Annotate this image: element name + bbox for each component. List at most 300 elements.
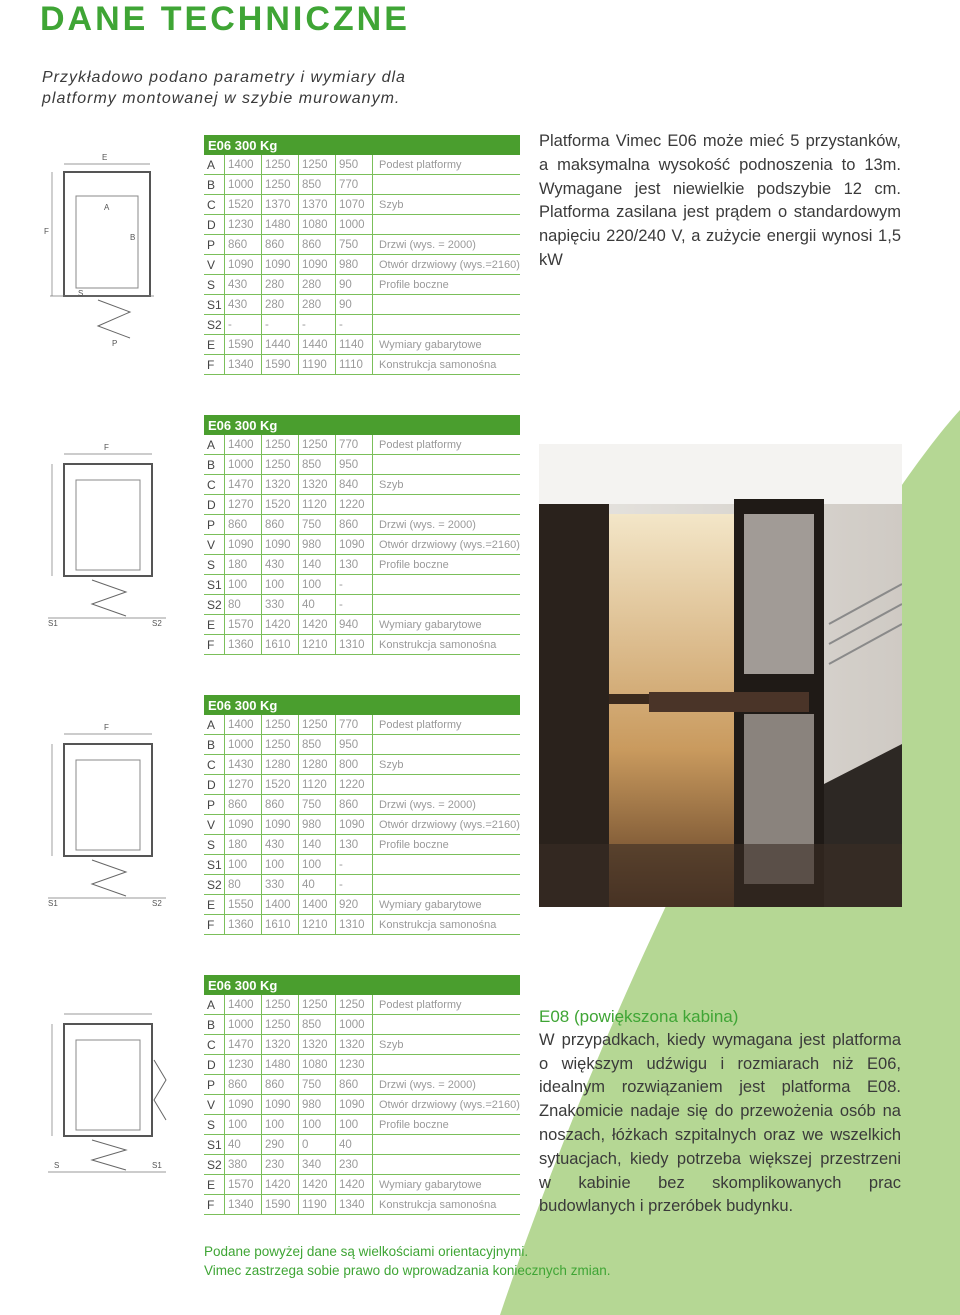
row-value: 100 xyxy=(225,1115,262,1135)
row-value: 1080 xyxy=(299,1055,336,1075)
row-key: S xyxy=(204,275,225,295)
row-description: Wymiary gabarytowe xyxy=(373,615,520,635)
row-value: 1610 xyxy=(262,635,299,655)
row-key: C xyxy=(204,195,225,215)
row-value: 1400 xyxy=(225,155,262,175)
row-value: 860 xyxy=(225,795,262,815)
table-row xyxy=(204,995,520,1015)
row-value: - xyxy=(336,575,373,595)
table-row xyxy=(204,335,520,355)
row-key: S1 xyxy=(204,1135,225,1155)
row-key: B xyxy=(204,1015,225,1035)
row-value: 1280 xyxy=(299,755,336,775)
row-value: 290 xyxy=(262,1135,299,1155)
table-row xyxy=(204,715,520,735)
row-description: Profile boczne xyxy=(373,1115,520,1135)
spec-table-4 xyxy=(204,975,520,1215)
row-value: 1420 xyxy=(262,1175,299,1195)
table-row xyxy=(204,1015,520,1035)
table-row xyxy=(204,475,520,495)
row-value: 1110 xyxy=(336,355,373,375)
row-value: 90 xyxy=(336,295,373,315)
row-key: E xyxy=(204,335,225,355)
row-value: 280 xyxy=(299,275,336,295)
row-value: 1340 xyxy=(225,355,262,375)
row-description: Otwór drzwiowy (wys.=2160) xyxy=(373,255,520,275)
row-value: 1270 xyxy=(225,495,262,515)
row-value: 100 xyxy=(262,575,299,595)
row-value: 1310 xyxy=(336,915,373,935)
row-value: 1370 xyxy=(262,195,299,215)
row-key: P xyxy=(204,235,225,255)
e08-text: W przypadkach, kiedy wymagana jest platforma o większym udźwigu i rozmiarach niż E06, idealnym rozwiązaniem jest platforma E08. Znakomicie nadaje się do przewożenia osób na noszach, łóżkach szpitalnych oraz we wszelkich sytuacjach, kiedy potrzeba większej przestrzeni w kabinie bez skomplikowanych prac budowlanych i przeróbek budynku. xyxy=(539,1030,901,1216)
row-value: - xyxy=(336,595,373,615)
row-value: 770 xyxy=(336,435,373,455)
table-row xyxy=(204,595,520,615)
row-value: 850 xyxy=(299,455,336,475)
platform-photo xyxy=(539,444,902,907)
row-description: Drzwi (wys. = 2000) xyxy=(373,515,520,535)
spec-table-body xyxy=(204,975,520,1215)
row-key: C xyxy=(204,755,225,775)
row-description: Podest platformy xyxy=(373,435,520,455)
table-row xyxy=(204,495,520,515)
row-value: 1210 xyxy=(299,635,336,655)
row-value: 80 xyxy=(225,875,262,895)
row-description xyxy=(373,595,520,615)
row-description: Szyb xyxy=(373,755,520,775)
table-header-row xyxy=(204,695,520,715)
row-key: F xyxy=(204,635,225,655)
row-value: - xyxy=(225,315,262,335)
spec-table-3 xyxy=(204,695,520,935)
row-value: - xyxy=(336,875,373,895)
row-key: F xyxy=(204,915,225,935)
row-value: 1090 xyxy=(336,535,373,555)
table-row xyxy=(204,855,520,875)
row-key: V xyxy=(204,255,225,275)
diagram-label: P xyxy=(112,339,118,348)
row-description: Szyb xyxy=(373,1035,520,1055)
row-value: 1520 xyxy=(262,495,299,515)
row-key: V xyxy=(204,535,225,555)
table-row xyxy=(204,915,520,935)
row-value: 1400 xyxy=(225,995,262,1015)
row-value: 100 xyxy=(299,1115,336,1135)
row-key: B xyxy=(204,175,225,195)
row-value: 1400 xyxy=(262,895,299,915)
row-key: E xyxy=(204,895,225,915)
row-value: 980 xyxy=(299,815,336,835)
row-value: 1340 xyxy=(336,1195,373,1215)
diagram-label: S1 xyxy=(48,619,58,628)
row-value: 1230 xyxy=(336,1055,373,1075)
row-value: 180 xyxy=(225,835,262,855)
row-value: 280 xyxy=(262,295,299,315)
table-header-row xyxy=(204,415,520,435)
row-value: 430 xyxy=(262,835,299,855)
row-value: 130 xyxy=(336,835,373,855)
diagram-label: A xyxy=(104,203,110,212)
row-value: 1400 xyxy=(225,435,262,455)
row-description: Konstrukcja samonośna xyxy=(373,915,520,935)
row-description: Wymiary gabarytowe xyxy=(373,1175,520,1195)
row-value: 1250 xyxy=(262,1015,299,1035)
table-header: E06 300 Kg xyxy=(204,695,520,715)
row-value: 860 xyxy=(225,1075,262,1095)
row-value: 1210 xyxy=(299,915,336,935)
row-value: - xyxy=(299,315,336,335)
row-value: 430 xyxy=(262,555,299,575)
row-value: 1320 xyxy=(336,1035,373,1055)
shaft-diagram-3 xyxy=(42,720,172,910)
row-value: 840 xyxy=(336,475,373,495)
row-value: 100 xyxy=(262,1115,299,1135)
row-value: 980 xyxy=(336,255,373,275)
page-title: DANE TECHNICZNE xyxy=(40,0,410,38)
table-row xyxy=(204,1035,520,1055)
row-key: F xyxy=(204,1195,225,1215)
table-row xyxy=(204,155,520,175)
row-value: 860 xyxy=(262,1075,299,1095)
row-key: A xyxy=(204,715,225,735)
row-key: A xyxy=(204,995,225,1015)
table-row xyxy=(204,875,520,895)
row-value: 770 xyxy=(336,175,373,195)
diagram-label: S2 xyxy=(152,899,162,908)
row-value: 100 xyxy=(299,855,336,875)
row-value: 1090 xyxy=(336,815,373,835)
table-row xyxy=(204,1155,520,1175)
row-key: E xyxy=(204,615,225,635)
row-value: 1440 xyxy=(262,335,299,355)
row-value: 230 xyxy=(336,1155,373,1175)
row-key: D xyxy=(204,495,225,515)
row-value: 1520 xyxy=(225,195,262,215)
table-header-row xyxy=(204,975,520,995)
row-value: 100 xyxy=(262,855,299,875)
row-value: 380 xyxy=(225,1155,262,1175)
row-value: 1320 xyxy=(262,1035,299,1055)
row-value: 1610 xyxy=(262,915,299,935)
table-row xyxy=(204,1115,520,1135)
row-value: 1090 xyxy=(262,1095,299,1115)
spec-table-1 xyxy=(204,135,520,375)
diagram-label: F xyxy=(104,443,109,452)
table-row xyxy=(204,195,520,215)
row-key: B xyxy=(204,455,225,475)
row-value: 1090 xyxy=(262,535,299,555)
shaft-diagram-1 xyxy=(42,150,162,350)
description-bottom xyxy=(539,1005,901,1219)
row-value: 1320 xyxy=(262,475,299,495)
table-row xyxy=(204,275,520,295)
row-description: Wymiary gabarytowe xyxy=(373,335,520,355)
row-value: 1250 xyxy=(336,995,373,1015)
table-row xyxy=(204,535,520,555)
row-value: 1000 xyxy=(336,215,373,235)
row-key: A xyxy=(204,155,225,175)
row-value: 90 xyxy=(336,275,373,295)
row-description: Podest platformy xyxy=(373,155,520,175)
row-value: 920 xyxy=(336,895,373,915)
row-value: 860 xyxy=(225,235,262,255)
table-row xyxy=(204,835,520,855)
row-value: 1440 xyxy=(299,335,336,355)
row-value: 430 xyxy=(225,295,262,315)
row-value: 860 xyxy=(262,515,299,535)
row-description xyxy=(373,735,520,755)
row-key: S xyxy=(204,555,225,575)
row-description: Otwór drzwiowy (wys.=2160) xyxy=(373,535,520,555)
diagram-label: F xyxy=(104,723,109,732)
row-value: 1520 xyxy=(262,775,299,795)
row-value: 1090 xyxy=(225,1095,262,1115)
footer-line-1: Podane powyżej dane są wielkościami orientacyjnymi. xyxy=(204,1244,529,1259)
row-value: 980 xyxy=(299,535,336,555)
row-key: S2 xyxy=(204,315,225,335)
row-description xyxy=(373,1055,520,1075)
table-row xyxy=(204,775,520,795)
row-value: 1370 xyxy=(299,195,336,215)
row-value: 1570 xyxy=(225,615,262,635)
row-value: 1340 xyxy=(225,1195,262,1215)
table-row xyxy=(204,575,520,595)
row-value: 340 xyxy=(299,1155,336,1175)
table-row xyxy=(204,435,520,455)
row-value: 1320 xyxy=(299,1035,336,1055)
row-value: 1250 xyxy=(299,155,336,175)
row-value: 1120 xyxy=(299,775,336,795)
row-value: 1000 xyxy=(225,735,262,755)
row-key: F xyxy=(204,355,225,375)
table-row xyxy=(204,235,520,255)
row-value: 100 xyxy=(225,575,262,595)
row-value: 1000 xyxy=(336,1015,373,1035)
row-value: 1230 xyxy=(225,215,262,235)
row-value: 430 xyxy=(225,275,262,295)
shaft-diagram-2 xyxy=(42,440,172,630)
row-value: 1220 xyxy=(336,775,373,795)
row-value: 1480 xyxy=(262,1055,299,1075)
row-description: Otwór drzwiowy (wys.=2160) xyxy=(373,815,520,835)
row-value: 1090 xyxy=(225,255,262,275)
row-value: 130 xyxy=(336,555,373,575)
row-value: 1250 xyxy=(299,995,336,1015)
row-value: 40 xyxy=(336,1135,373,1155)
row-value: 860 xyxy=(336,515,373,535)
table-row xyxy=(204,1055,520,1075)
row-value: 1250 xyxy=(299,435,336,455)
row-key: V xyxy=(204,815,225,835)
row-value: 1420 xyxy=(262,615,299,635)
row-value: 140 xyxy=(299,555,336,575)
row-value: 1250 xyxy=(262,455,299,475)
table-header-row xyxy=(204,135,520,155)
row-value: 860 xyxy=(336,1075,373,1095)
row-description xyxy=(373,315,520,335)
row-value: 750 xyxy=(299,515,336,535)
row-value: 80 xyxy=(225,595,262,615)
table-row xyxy=(204,315,520,335)
row-description xyxy=(373,215,520,235)
row-description xyxy=(373,1155,520,1175)
row-description: Podest platformy xyxy=(373,715,520,735)
row-description xyxy=(373,495,520,515)
row-value: 1360 xyxy=(225,915,262,935)
table-header: E06 300 Kg xyxy=(204,975,520,995)
row-description: Profile boczne xyxy=(373,835,520,855)
row-value: 1360 xyxy=(225,635,262,655)
row-value: 1090 xyxy=(262,255,299,275)
row-value: 1250 xyxy=(262,175,299,195)
row-key: S2 xyxy=(204,1155,225,1175)
row-key: S1 xyxy=(204,855,225,875)
row-description xyxy=(373,455,520,475)
row-value: 1280 xyxy=(262,755,299,775)
row-value: 1310 xyxy=(336,635,373,655)
spec-table-body xyxy=(204,415,520,655)
row-value: 850 xyxy=(299,1015,336,1035)
spec-table-2 xyxy=(204,415,520,655)
row-value: 1420 xyxy=(336,1175,373,1195)
row-description: Konstrukcja samonośna xyxy=(373,355,520,375)
spec-table-body xyxy=(204,135,520,375)
row-description xyxy=(373,855,520,875)
row-value: 1590 xyxy=(262,1195,299,1215)
row-value: 1090 xyxy=(299,255,336,275)
row-value: 1420 xyxy=(299,615,336,635)
diagram-label: S2 xyxy=(152,619,162,628)
row-value: 1400 xyxy=(299,895,336,915)
row-value: 40 xyxy=(299,875,336,895)
diagram-label: F xyxy=(44,227,49,236)
row-key: B xyxy=(204,735,225,755)
row-value: 1230 xyxy=(225,1055,262,1075)
table-row xyxy=(204,255,520,275)
row-value: 1250 xyxy=(262,435,299,455)
table-row xyxy=(204,455,520,475)
row-value: 1220 xyxy=(336,495,373,515)
row-description: Drzwi (wys. = 2000) xyxy=(373,1075,520,1095)
row-value: 330 xyxy=(262,595,299,615)
row-value: 1120 xyxy=(299,495,336,515)
diagram-label: S xyxy=(78,289,84,298)
row-value: 1250 xyxy=(262,715,299,735)
row-value: - xyxy=(262,315,299,335)
footer-note xyxy=(204,1242,610,1280)
row-description: Wymiary gabarytowe xyxy=(373,895,520,915)
row-value: 1090 xyxy=(225,535,262,555)
row-value: 1090 xyxy=(225,815,262,835)
row-value: 1270 xyxy=(225,775,262,795)
row-key: P xyxy=(204,515,225,535)
diagram-label: B xyxy=(130,233,136,242)
row-value: 750 xyxy=(336,235,373,255)
footer-line-2: Vimec zastrzega sobie prawo do wprowadzania koniecznych zmian. xyxy=(204,1263,611,1278)
table-header: E06 300 Kg xyxy=(204,135,520,155)
row-value: 860 xyxy=(262,235,299,255)
row-description: Profile boczne xyxy=(373,555,520,575)
row-value: 1320 xyxy=(299,475,336,495)
row-value: 1250 xyxy=(262,735,299,755)
table-row xyxy=(204,795,520,815)
table-row xyxy=(204,1175,520,1195)
row-value: 0 xyxy=(299,1135,336,1155)
row-key: S2 xyxy=(204,595,225,615)
row-key: D xyxy=(204,1055,225,1075)
row-value: 1480 xyxy=(262,215,299,235)
row-value: 860 xyxy=(299,235,336,255)
row-value: 750 xyxy=(299,1075,336,1095)
row-description: Szyb xyxy=(373,195,520,215)
row-value: 1070 xyxy=(336,195,373,215)
row-key: S1 xyxy=(204,575,225,595)
table-row xyxy=(204,295,520,315)
row-key: C xyxy=(204,475,225,495)
row-value: 860 xyxy=(225,515,262,535)
row-value: 330 xyxy=(262,875,299,895)
table-row xyxy=(204,815,520,835)
row-value: 770 xyxy=(336,715,373,735)
row-description xyxy=(373,295,520,315)
row-value: 1190 xyxy=(299,1195,336,1215)
diagram-label: S1 xyxy=(152,1161,162,1170)
table-row xyxy=(204,555,520,575)
diagram-label: E xyxy=(102,153,108,162)
row-value: 1470 xyxy=(225,1035,262,1055)
row-value: 280 xyxy=(262,275,299,295)
table-row xyxy=(204,175,520,195)
row-description xyxy=(373,1135,520,1155)
row-value: 1250 xyxy=(262,995,299,1015)
row-value: 940 xyxy=(336,615,373,635)
row-value: 850 xyxy=(299,175,336,195)
row-description: Konstrukcja samonośna xyxy=(373,635,520,655)
table-row xyxy=(204,1075,520,1095)
row-value: 950 xyxy=(336,735,373,755)
table-row xyxy=(204,1095,520,1115)
row-value: 950 xyxy=(336,155,373,175)
row-value: 230 xyxy=(262,1155,299,1175)
shaft-diagram-4 xyxy=(42,1000,182,1180)
row-value: 750 xyxy=(299,795,336,815)
row-key: D xyxy=(204,775,225,795)
row-value: 1080 xyxy=(299,215,336,235)
table-row xyxy=(204,615,520,635)
row-description: Otwór drzwiowy (wys.=2160) xyxy=(373,1095,520,1115)
row-key: S2 xyxy=(204,875,225,895)
row-value: 860 xyxy=(262,795,299,815)
row-description xyxy=(373,575,520,595)
row-description: Konstrukcja samonośna xyxy=(373,1195,520,1215)
row-value: - xyxy=(336,855,373,875)
table-header: E06 300 Kg xyxy=(204,415,520,435)
row-value: 140 xyxy=(299,835,336,855)
table-row xyxy=(204,635,520,655)
intro-text: Przykładowo podano parametry i wymiary dla platformy montowanej w szybie murowanym. xyxy=(42,69,406,107)
row-value: 280 xyxy=(299,295,336,315)
row-value: 100 xyxy=(225,855,262,875)
row-value: 860 xyxy=(336,795,373,815)
row-description xyxy=(373,1015,520,1035)
row-key: D xyxy=(204,215,225,235)
row-value: 1090 xyxy=(336,1095,373,1115)
spec-table-body xyxy=(204,695,520,935)
table-row xyxy=(204,1135,520,1155)
row-description: Drzwi (wys. = 2000) xyxy=(373,235,520,255)
row-value: 40 xyxy=(225,1135,262,1155)
